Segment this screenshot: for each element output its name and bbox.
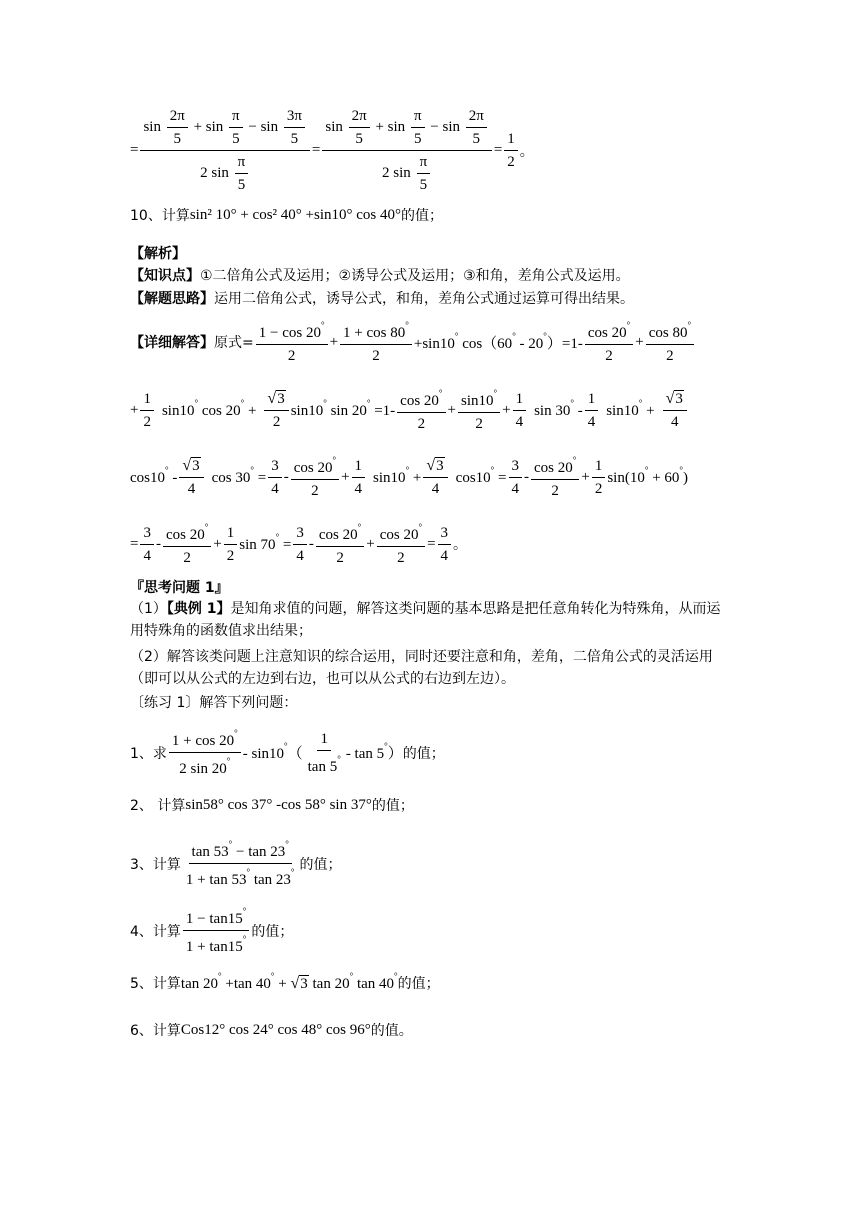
knowledge-point [130,265,630,285]
detailed-answer-line-4: = $\frac{3}{4}$ - $\frac{\cos 20^\circ}{2}$ + $\frac{1}{2}$ sin 70° = $\frac{3}{4}$ - $\frac{\cos 20^\circ}{2}$ + $\frac{\cos 20^\circ}{2}$ = $\frac{3}{4}$ 。 [130,522,468,566]
exercise-5-suffix: 的值； [397,976,440,992]
knowledge-point-label: 【知识点】 [130,268,200,284]
point-1-index: （1） [130,601,167,617]
knowledge-point-text: ①二倍角公式及运用；②诱导公式及运用；③和角，差角公式及运用。 [200,268,630,284]
exercise-heading: 〔练习 1〕解答下列问题： [130,695,298,711]
exercise-1: 1、求 $\frac{1 + \cos 20^\circ}{2 \sin 20^\circ}$ - sin10°（ $\frac{1}{\tan 5^\circ}$ - tan 5°） 的值； [130,728,445,777]
point-1-text: 是知角求值的问题，解答这类问题的基本思路是把任意角转化为特殊角，从而运用特殊角的函数值求出结果； [130,601,721,639]
exercise-5: 5、计算 tan 20° +tan 40° + √3 tan 20° tan 40° 的值； [130,970,440,992]
exercise-6-expr: Cos12° cos 24° cos 48° cos 96° [180,1021,371,1038]
problem-10-expr: sin² 10° + cos² 40° +sin10° cos 40° [189,206,401,223]
exercise-4-prefix: 4、计算 [130,923,181,940]
exercise-2 [130,795,414,815]
exercise-3: 3、计算 $\frac{\tan 53^\circ - \tan 23^\circ}{1 + \tan 53^\circ \tan 23^\circ}$ 的值； [130,839,342,888]
thinking-point-1 [130,598,730,642]
exercise-4-suffix: 的值； [251,923,294,940]
exercise-6-suffix: 的值。 [370,1023,413,1039]
thinking-question-title: 『思考问题 1』 [130,580,229,596]
exercise-2-expr: sin58° cos 37° -cos 58° sin 37° [185,796,372,813]
exercise-3-suffix: 的值； [299,856,342,873]
problem-10-prefix: 10、计算 [130,208,190,224]
exercise-1-suffix: 的值； [402,745,445,762]
exercise-6-prefix: 6、计算 [130,1023,181,1039]
exercise-2-prefix: 2、 计算 [130,798,186,814]
solution-idea [130,288,634,308]
problem-10-suffix: 的值； [401,208,443,224]
detailed-answer-label: 【详细解答】 [130,335,214,351]
detailed-answer-line-2: + $\frac{1}{2}$ sin10° cos 20° + $\frac{√3}{2}$ sin10° sin 20° =1- $\frac{\cos 20^\circ}{2}$ + $\frac{\sin 10^\circ}{2}$ + $\frac{1}{4}$ sin 30° - $\frac{1}{4}$ sin10° + $\frac{√3}{4}$ [130,388,689,432]
point-1-ref: 【典例 1】 [166,601,231,617]
formula-continuation: = sin $\frac{2\pi}{5}$ + sin $\frac{\pi}{5}$ − sin $\frac{3\pi}{5}$ 2 sin $\frac{\pi}{5}$ = sin $\frac{2\pi}{5}$ + sin $\frac{\pi}{5}$ − sin $\frac{2\pi}{5}$ 2 sin $\frac{\pi}{5}$ = $\frac{1}{2}$ 。 [130,108,534,193]
problem-10 [130,205,443,225]
exercise-3-prefix: 3、计算 [130,856,181,873]
thinking-point-2: （2）解答该类问题上注意知识的综合运用，同时还要注意和角，差角，二倍角公式的灵活运用（即可以从公式的左边到右边，也可以从公式的右边到左边）。 [130,649,713,687]
exercise-2-suffix: 的值； [371,798,414,814]
exercise-5-prefix: 5、计算 [130,976,181,992]
detailed-answer-line-1: 【详细解答】 原式= $\frac{1 - \cos 20^\circ}{2}$ + $\frac{1 + \cos 80^\circ}{2}$ +sin10° cos（60° - 20°）=1- $\frac{\cos 20^\circ}{2}$ + $\frac{\cos 80^\circ}{2}$ [130,320,696,364]
detailed-answer-line-3: cos10° - $\frac{√3}{4}$ cos 30° = $\frac{3}{4}$ - $\frac{\cos 20^\circ}{2}$ + $\frac{1}{4}$ sin10° + $\frac{√3}{4}$ cos10° = $\frac{3}{4}$ - $\frac{\cos 20^\circ}{2}$ + $\frac{1}{2}$ sin(10° + 60°) [130,455,689,499]
exercise-6 [130,1020,413,1040]
jiexi-heading: 【解析】 [130,246,186,262]
exercise-4: 4、计算 $\frac{1 - \tan 15^\circ}{1 + \tan 15^\circ}$ 的值； [130,906,294,955]
exercise-1-prefix: 1、求 [130,745,167,762]
solution-idea-label: 【解题思路】 [130,291,214,307]
solution-idea-text: 运用二倍角公式，诱导公式，和角，差角公式通过运算可得出结果。 [214,291,634,307]
detailed-answer-start: 原式= [214,335,254,351]
